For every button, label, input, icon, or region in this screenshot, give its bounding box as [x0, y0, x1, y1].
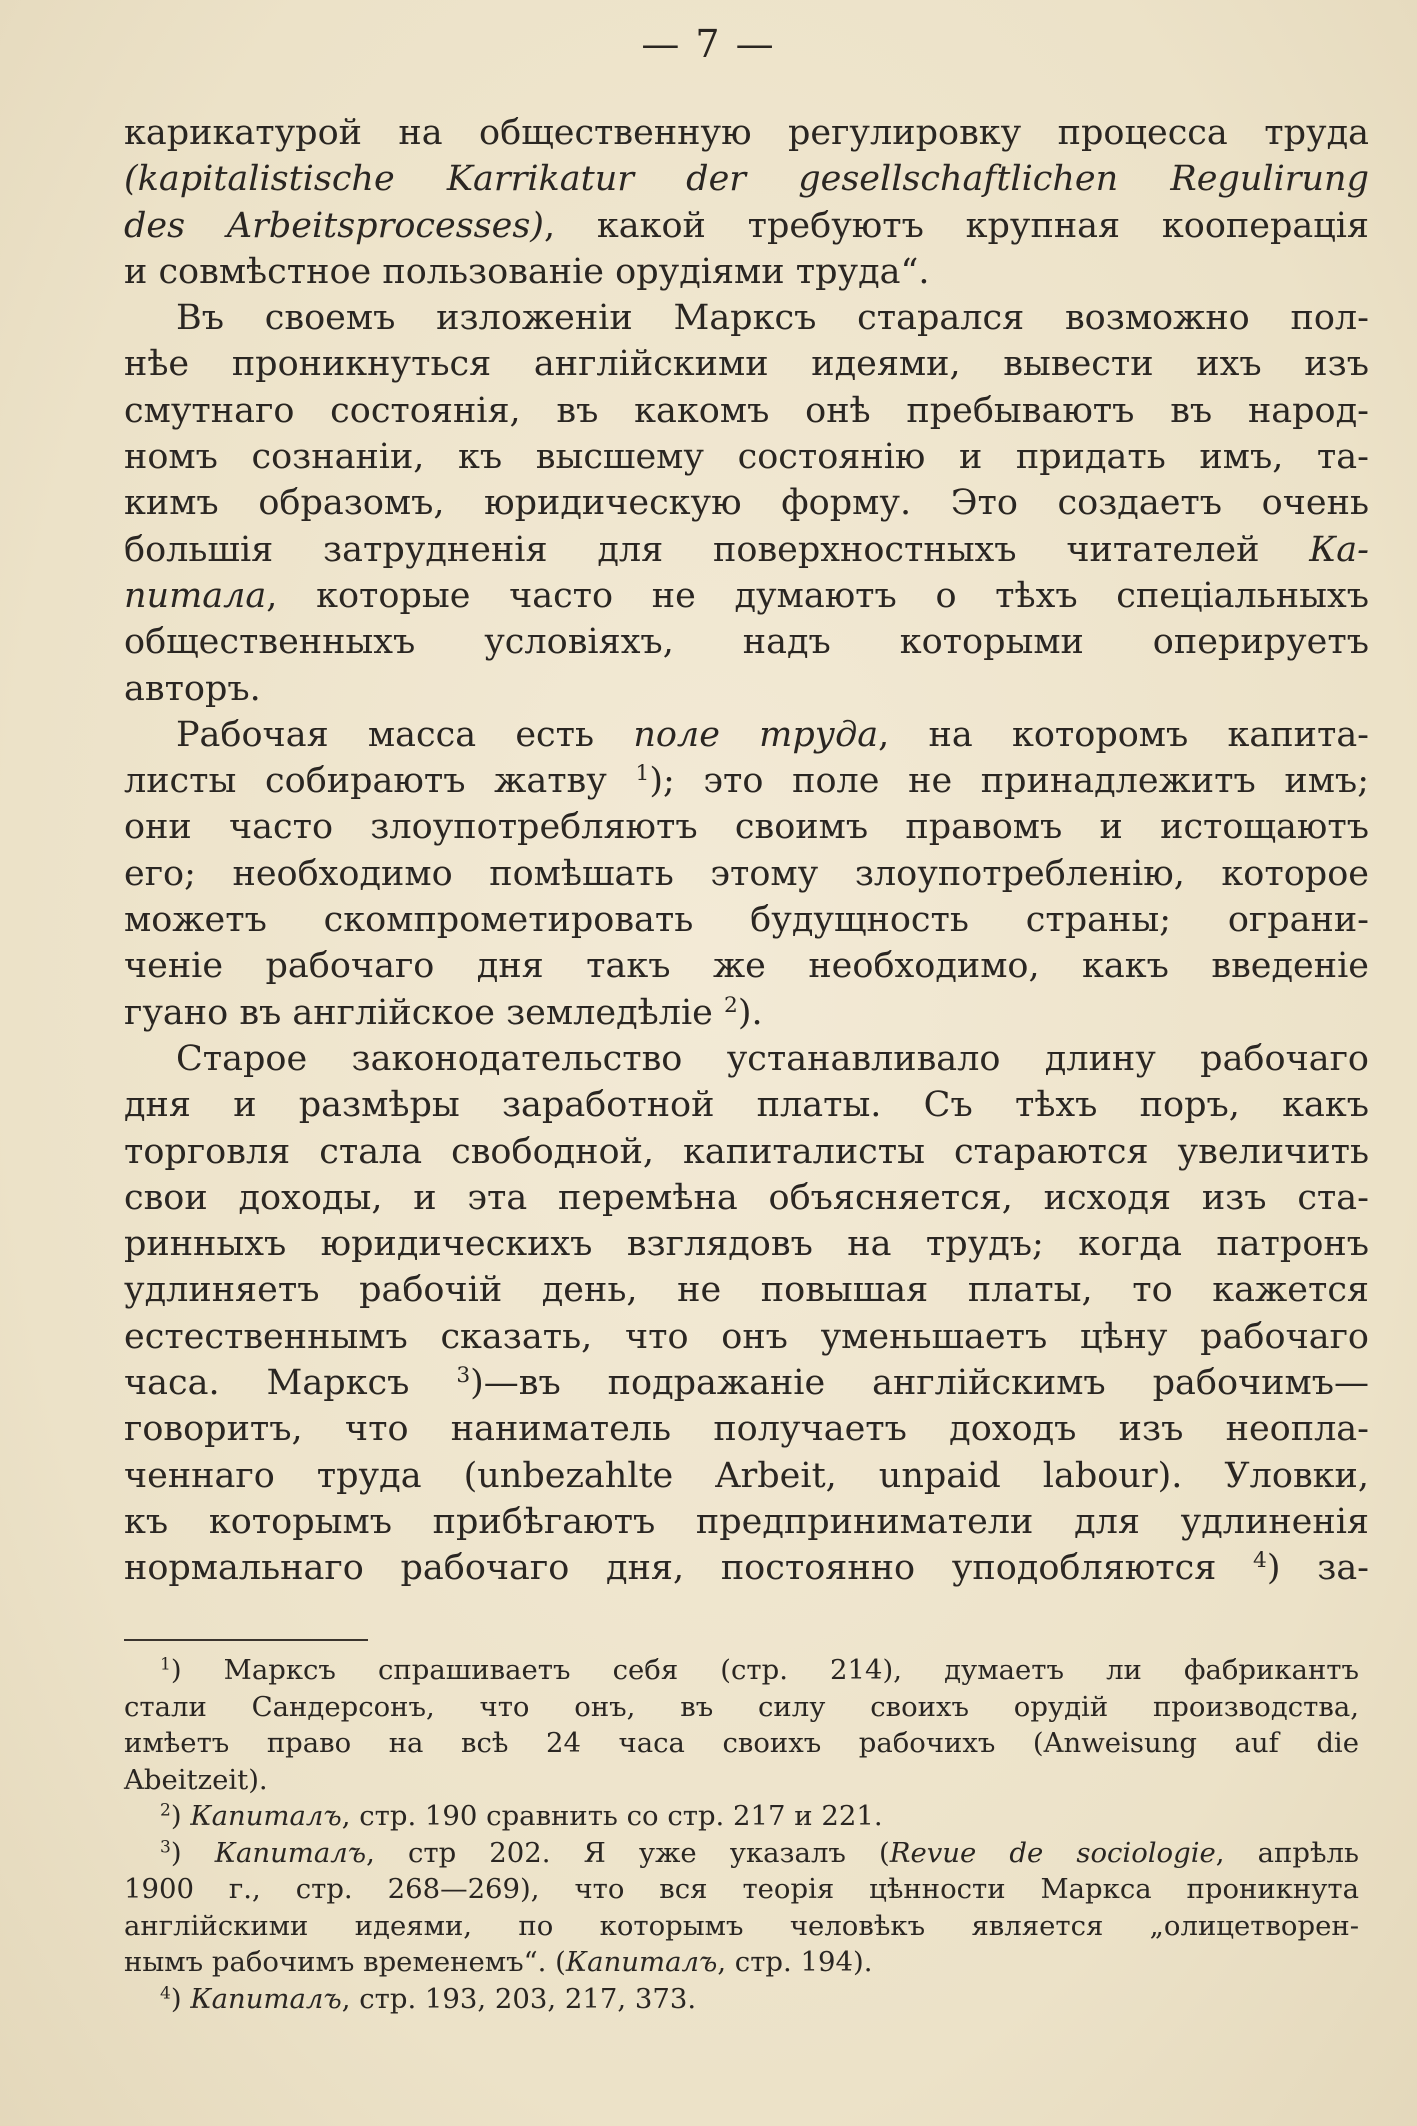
body-line — [124, 1499, 1369, 1545]
text-run: кимъ образомъ, юридическую форму. Это создаетъ очень — [124, 483, 1369, 524]
text-run: торговля стала свободной, капиталисты стараются увеличить — [124, 1131, 1369, 1172]
italic-text: Капиталъ — [565, 1946, 718, 1978]
text-run: свои доходы, и эта перемѣна объясняется, исходя изъ ста- — [124, 1177, 1369, 1218]
body-line — [124, 1545, 1369, 1591]
text-run: , стр. 193, 203, 217, 373. — [341, 1982, 697, 2015]
text-run: часа. Марксъ — [124, 1363, 457, 1404]
footnote-line — [124, 1835, 1359, 1872]
text-run: , которые часто не думаютъ о тѣхъ спеціальныхъ — [266, 575, 1369, 616]
text-run: они часто злоупотребляютъ своимъ правомъ и истощаютъ — [124, 807, 1369, 848]
text-run: ченнаго труда (unbezahlte Arbeit, unpaid labour). Уловки, — [124, 1455, 1369, 1496]
text-run: общественныхъ условіяхъ, надъ которыми оперируетъ — [124, 622, 1369, 663]
text-run: ); это поле не принадлежитъ имъ; — [649, 761, 1369, 802]
body-line — [124, 1314, 1369, 1360]
text-run: къ которымъ прибѣгаютъ предприниматели для удлиненія — [124, 1501, 1369, 1542]
text-run: листы собираютъ жатву — [124, 761, 636, 802]
body-line — [124, 1221, 1369, 1267]
text-run: ) за- — [1266, 1548, 1370, 1589]
footnote-marker: 4 — [1253, 1548, 1267, 1574]
text-run: номъ сознаніи, къ высшему состоянію и придать имъ, та- — [124, 437, 1369, 478]
italic-text: Ка- — [1309, 529, 1369, 570]
body-line — [124, 573, 1369, 619]
text-run: ринныхъ юридическихъ взглядовъ на трудъ; когда патронъ — [124, 1224, 1369, 1265]
italic-text: (kapitalistische Karrikatur der gesellschaftlichen Regulirung — [124, 159, 1369, 200]
footnote-marker: 3 — [160, 1837, 171, 1858]
text-run: , стр. 194). — [717, 1946, 873, 1978]
text-run: имѣетъ право на всѣ 24 часа своихъ рабочихъ (Anweisung auf die — [124, 1727, 1359, 1759]
page-number: — 7 — — [641, 22, 776, 66]
footnote-line — [124, 1725, 1359, 1762]
body-line — [124, 804, 1369, 850]
italic-text: Капиталъ — [190, 1800, 342, 1832]
footnote-line — [124, 1689, 1359, 1726]
text-run: карикатурой на общественную регулировку процесса труда — [124, 113, 1369, 153]
text-run: )—въ подражаніе англійскимъ рабочимъ— — [470, 1363, 1369, 1404]
body-line — [124, 480, 1369, 526]
text-run: ) Марксъ спрашиваетъ себя (стр. 214), думаетъ ли фабрикантъ — [170, 1654, 1359, 1686]
text-run: , стр. 190 сравнить со стр. 217 и 221. — [341, 1800, 883, 1832]
text-run: можетъ скомпрометировать будущность страны; ограни- — [124, 900, 1369, 941]
footnote-marker: 4 — [160, 1983, 171, 2004]
text-run: , апрѣль — [1215, 1836, 1359, 1869]
body-line — [124, 156, 1369, 202]
body-line — [124, 341, 1369, 387]
footnote-line — [124, 1762, 1359, 1799]
italic-text: Капиталъ — [214, 1836, 367, 1869]
body-line — [124, 1267, 1369, 1313]
italic-text: поле труда — [633, 714, 879, 755]
footnote-line — [124, 1981, 1359, 2018]
text-run: англійскими идеями, по которымъ человѣкъ является „олицетворен- — [124, 1909, 1359, 1942]
body-line — [124, 1036, 1369, 1082]
text-run: Старое законодательство устанавливало длину рабочаго — [176, 1038, 1369, 1079]
footnote-line — [124, 1652, 1359, 1689]
footnotes — [124, 1652, 1359, 2017]
body-line — [124, 1129, 1369, 1175]
text-run: ). — [737, 992, 763, 1033]
body-text — [124, 110, 1369, 1592]
footnote-marker: 1 — [160, 1654, 171, 1675]
text-run: Abeitzeit). — [124, 1763, 268, 1796]
text-run: гуано въ англійское земледѣліе — [124, 992, 724, 1033]
text-run: Рабочая масса есть — [176, 714, 634, 755]
body-line — [124, 527, 1369, 573]
text-run: авторъ. — [124, 668, 261, 709]
italic-text: Капиталъ — [190, 1982, 342, 2015]
text-run: удлиняетъ рабочій день, не повышая платы, то кажется — [124, 1270, 1369, 1311]
italic-text: Revue de sociologie — [889, 1836, 1216, 1869]
body-line — [124, 388, 1369, 434]
text-run: его; необходимо помѣшать этому злоупотребленію, которое — [124, 853, 1369, 894]
text-run: ) — [170, 1982, 191, 2015]
body-line — [124, 1082, 1369, 1128]
text-run: говоритъ, что наниматель получаетъ доходъ изъ неопла- — [124, 1409, 1369, 1450]
text-run: ) — [170, 1836, 215, 1869]
body-line — [124, 943, 1369, 989]
footnote-separator — [124, 1639, 368, 1641]
footnote-line — [124, 1944, 1359, 1981]
text-run: стали Сандерсонъ, что онъ, въ силу своихъ орудій производства, — [124, 1690, 1359, 1723]
body-line — [124, 1406, 1369, 1452]
text-run: нымъ рабочимъ временемъ“. ( — [124, 1946, 566, 1978]
text-run: нѣе проникнуться англійскими идеями, вывести ихъ изъ — [124, 344, 1369, 385]
text-run: , какой требуютъ крупная кооперація — [543, 205, 1369, 246]
body-line — [124, 1175, 1369, 1221]
text-run: ченіе рабочаго дня такъ же необходимо, какъ введеніе — [124, 946, 1369, 987]
body-line — [124, 851, 1369, 897]
footnote-line — [124, 1908, 1359, 1945]
body-line — [124, 1453, 1369, 1499]
body-line — [124, 897, 1369, 943]
text-run: и совмѣстное пользованіе орудіями труда“. — [124, 251, 930, 292]
italic-text: des Arbeitsprocesses) — [124, 205, 544, 246]
text-run: , стр 202. Я уже указалъ ( — [366, 1836, 890, 1869]
text-run: дня и размѣры заработной платы. Съ тѣхъ поръ, какъ — [124, 1085, 1369, 1126]
body-line — [124, 203, 1369, 249]
footnote-marker: 1 — [635, 761, 650, 787]
text-run: естественнымъ сказать, что онъ уменьшаетъ цѣну рабочаго — [124, 1316, 1369, 1357]
footnote-line — [124, 1798, 1359, 1835]
text-run: нормальнаго рабочаго дня, постоянно уподобляются — [124, 1548, 1254, 1589]
body-line — [124, 110, 1369, 156]
footnote-marker: 2 — [724, 992, 738, 1018]
text-run: Въ своемъ изложеніи Марксъ старался возможно пол- — [176, 298, 1369, 339]
body-line — [124, 295, 1369, 341]
body-line — [124, 619, 1369, 665]
body-line — [124, 758, 1369, 804]
italic-text: питала — [124, 575, 267, 616]
body-line — [124, 666, 1369, 712]
text-run: ) — [170, 1800, 191, 1832]
body-line — [124, 1360, 1369, 1406]
body-line — [124, 990, 1369, 1036]
body-line — [124, 249, 1369, 295]
footnote-marker: 3 — [456, 1363, 471, 1389]
text-run: смутнаго состоянія, въ какомъ онѣ пребываютъ въ народ- — [124, 390, 1369, 431]
footnote-marker: 2 — [160, 1800, 171, 1821]
text-run: , на которомъ капита- — [878, 714, 1370, 755]
text-run: большія затрудненія для поверхностныхъ читателей — [124, 529, 1310, 570]
body-line — [124, 434, 1369, 480]
footnote-line — [124, 1871, 1359, 1908]
body-line — [124, 712, 1369, 758]
text-run: 1900 г., стр. 268—269), что вся теорія цѣнности Маркса проникнута — [124, 1873, 1359, 1905]
